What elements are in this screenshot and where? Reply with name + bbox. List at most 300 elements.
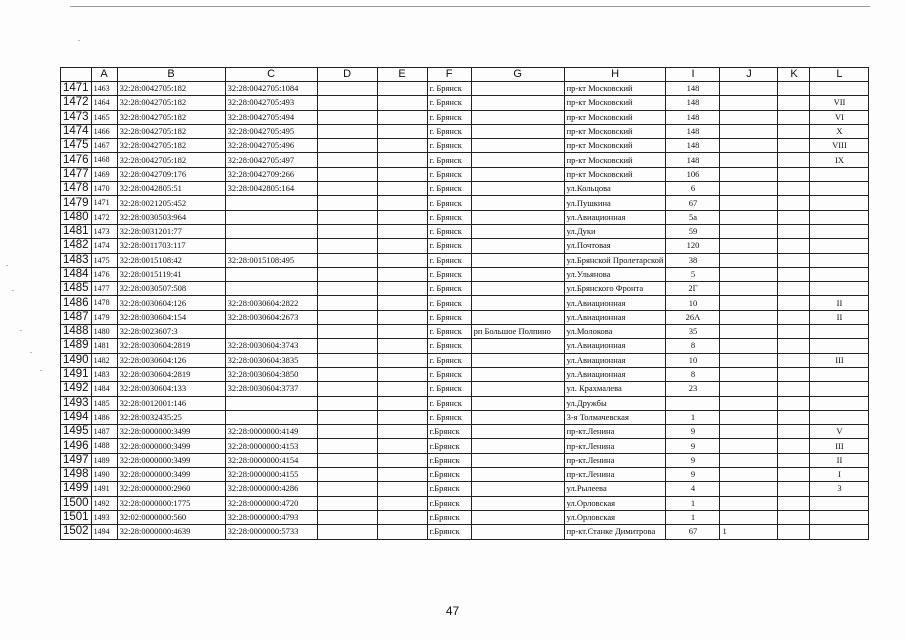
top-border-line bbox=[70, 6, 870, 7]
cell-l: VI bbox=[810, 110, 869, 124]
cell-b: 32:28:0000000:4639 bbox=[117, 525, 225, 539]
cell-i: 2Г bbox=[666, 282, 720, 296]
cell-b: 32:28:0030507:508 bbox=[117, 282, 225, 296]
cell-l: I bbox=[810, 468, 869, 482]
cell-i: 9 bbox=[666, 468, 720, 482]
cell-f: г. Брянск bbox=[427, 310, 471, 324]
cell-k bbox=[778, 353, 810, 367]
cell-b: 32:28:0000000:3499 bbox=[117, 468, 225, 482]
cell-a: 1478 bbox=[91, 296, 117, 310]
column-header-j: J bbox=[720, 68, 778, 82]
cell-h: ул.Орловская bbox=[564, 496, 666, 510]
cell-k bbox=[778, 310, 810, 324]
row-number: 1497 bbox=[61, 453, 92, 467]
cell-d bbox=[317, 367, 377, 381]
cell-a: 1491 bbox=[91, 482, 117, 496]
cell-k bbox=[778, 482, 810, 496]
cell-e bbox=[377, 210, 427, 224]
column-header-h: H bbox=[564, 68, 666, 82]
cell-d bbox=[317, 396, 377, 410]
cell-d bbox=[317, 239, 377, 253]
cell-d bbox=[317, 224, 377, 238]
cell-h: ул.Авиационная bbox=[564, 210, 666, 224]
cell-h: ул.Рылеева bbox=[564, 482, 666, 496]
cell-e bbox=[377, 439, 427, 453]
cell-a: 1479 bbox=[91, 310, 117, 324]
column-header-c: C bbox=[225, 68, 317, 82]
cell-i: 120 bbox=[666, 239, 720, 253]
cell-i: 9 bbox=[666, 453, 720, 467]
cell-e bbox=[377, 82, 427, 96]
cell-l bbox=[810, 239, 869, 253]
table-row bbox=[61, 110, 869, 124]
row-number: 1483 bbox=[61, 253, 92, 267]
cell-k bbox=[778, 124, 810, 138]
cell-f: г.Брянск bbox=[427, 482, 471, 496]
cell-k bbox=[778, 453, 810, 467]
cell-j bbox=[720, 96, 778, 110]
cell-b: 32:28:0042805:51 bbox=[117, 182, 225, 196]
cell-h: пр-кт Московский bbox=[564, 124, 666, 138]
cell-a: 1470 bbox=[91, 182, 117, 196]
cell-h: ул.Ульянова bbox=[564, 267, 666, 281]
cell-l bbox=[810, 82, 869, 96]
cell-a: 1465 bbox=[91, 110, 117, 124]
cell-e bbox=[377, 124, 427, 138]
cell-h: пр-кт.Ленина bbox=[564, 468, 666, 482]
cell-l: VII bbox=[810, 96, 869, 110]
cell-j bbox=[720, 182, 778, 196]
cell-f: г.Брянск bbox=[427, 425, 471, 439]
cell-b: 32:28:0030503:964 bbox=[117, 210, 225, 224]
cell-a: 1482 bbox=[91, 353, 117, 367]
row-number: 1474 bbox=[61, 124, 92, 138]
cell-f: г. Брянск bbox=[427, 267, 471, 281]
cell-k bbox=[778, 267, 810, 281]
row-number: 1499 bbox=[61, 482, 92, 496]
cell-c: 32:28:0030604:2673 bbox=[225, 310, 317, 324]
cell-a: 1466 bbox=[91, 124, 117, 138]
cell-d bbox=[317, 353, 377, 367]
cell-c: 32:28:0030604:3835 bbox=[225, 353, 317, 367]
cell-a: 1475 bbox=[91, 253, 117, 267]
cell-j: 1 bbox=[720, 525, 778, 539]
cell-e bbox=[377, 396, 427, 410]
cell-a: 1473 bbox=[91, 224, 117, 238]
cell-i: 4 bbox=[666, 482, 720, 496]
cell-i: 106 bbox=[666, 167, 720, 181]
cell-g bbox=[471, 353, 564, 367]
cell-i: 6 bbox=[666, 182, 720, 196]
cell-b: 32:28:0042705:182 bbox=[117, 110, 225, 124]
cell-f: г. Брянск bbox=[427, 353, 471, 367]
cell-i: 10 bbox=[666, 296, 720, 310]
cell-l: II bbox=[810, 296, 869, 310]
cell-b: 32:28:0000000:1775 bbox=[117, 496, 225, 510]
cell-l bbox=[810, 510, 869, 524]
cell-l bbox=[810, 339, 869, 353]
cell-b: 32:28:0000000:3499 bbox=[117, 453, 225, 467]
cell-d bbox=[317, 339, 377, 353]
cell-j bbox=[720, 496, 778, 510]
cell-a: 1477 bbox=[91, 282, 117, 296]
table-row bbox=[61, 425, 869, 439]
cell-d bbox=[317, 110, 377, 124]
cell-d bbox=[317, 167, 377, 181]
cell-l bbox=[810, 182, 869, 196]
cell-h: ул.Молокова bbox=[564, 325, 666, 339]
cell-k bbox=[778, 139, 810, 153]
cell-f: г. Брянск bbox=[427, 282, 471, 296]
cell-e bbox=[377, 167, 427, 181]
cell-f: г.Брянск bbox=[427, 510, 471, 524]
cell-g bbox=[471, 82, 564, 96]
cell-g bbox=[471, 482, 564, 496]
cell-e bbox=[377, 139, 427, 153]
cell-k bbox=[778, 96, 810, 110]
cell-k bbox=[778, 239, 810, 253]
cell-c: 32:28:0042705:493 bbox=[225, 96, 317, 110]
cell-j bbox=[720, 82, 778, 96]
row-number: 1486 bbox=[61, 296, 92, 310]
table-row bbox=[61, 239, 869, 253]
row-number: 1482 bbox=[61, 239, 92, 253]
cell-l bbox=[810, 224, 869, 238]
table-row bbox=[61, 139, 869, 153]
cell-g bbox=[471, 253, 564, 267]
cell-k bbox=[778, 496, 810, 510]
cell-d bbox=[317, 153, 377, 167]
cell-k bbox=[778, 182, 810, 196]
table-row bbox=[61, 96, 869, 110]
cell-k bbox=[778, 296, 810, 310]
cell-k bbox=[778, 425, 810, 439]
cell-d bbox=[317, 182, 377, 196]
table-row bbox=[61, 124, 869, 138]
cell-c bbox=[225, 210, 317, 224]
cell-k bbox=[778, 439, 810, 453]
cell-h: пр-кт Московский bbox=[564, 167, 666, 181]
cell-f: г. Брянск bbox=[427, 224, 471, 238]
table-row bbox=[61, 153, 869, 167]
cell-i: 8 bbox=[666, 339, 720, 353]
cell-b: 32:28:0000000:3499 bbox=[117, 425, 225, 439]
cell-e bbox=[377, 282, 427, 296]
cell-d bbox=[317, 96, 377, 110]
column-header-l: L bbox=[810, 68, 869, 82]
cell-c: 32:28:0042705:494 bbox=[225, 110, 317, 124]
table-row bbox=[61, 210, 869, 224]
cell-c: 32:28:0000000:4286 bbox=[225, 482, 317, 496]
cell-d bbox=[317, 410, 377, 424]
cell-k bbox=[778, 282, 810, 296]
row-number: 1476 bbox=[61, 153, 92, 167]
cell-g bbox=[471, 210, 564, 224]
cell-b: 32:28:0030604:154 bbox=[117, 310, 225, 324]
cell-l bbox=[810, 410, 869, 424]
cell-l bbox=[810, 210, 869, 224]
cell-b: 32:28:0012001:146 bbox=[117, 396, 225, 410]
cell-j bbox=[720, 367, 778, 381]
cell-k bbox=[778, 110, 810, 124]
cell-f: г. Брянск bbox=[427, 382, 471, 396]
table-row bbox=[61, 453, 869, 467]
cell-j bbox=[720, 325, 778, 339]
cell-i: 8 bbox=[666, 367, 720, 381]
cell-a: 1484 bbox=[91, 382, 117, 396]
cell-h: ул.Авиационная bbox=[564, 367, 666, 381]
column-header-a: A bbox=[91, 68, 117, 82]
cell-h: ул.Дуки bbox=[564, 224, 666, 238]
cell-e bbox=[377, 468, 427, 482]
spreadsheet-table bbox=[60, 67, 869, 540]
cell-f: г. Брянск bbox=[427, 124, 471, 138]
cell-l: III bbox=[810, 439, 869, 453]
row-number: 1475 bbox=[61, 139, 92, 153]
row-number: 1480 bbox=[61, 210, 92, 224]
cell-b: 32:28:0021205:452 bbox=[117, 196, 225, 210]
cell-b: 32:28:0030604:126 bbox=[117, 296, 225, 310]
cell-g bbox=[471, 139, 564, 153]
table-row bbox=[61, 224, 869, 238]
column-header-g: G bbox=[471, 68, 564, 82]
cell-k bbox=[778, 396, 810, 410]
cell-h: ул.Авиационная bbox=[564, 353, 666, 367]
cell-l bbox=[810, 525, 869, 539]
cell-k bbox=[778, 410, 810, 424]
cell-g bbox=[471, 510, 564, 524]
cell-f: г. Брянск bbox=[427, 367, 471, 381]
table-row bbox=[61, 353, 869, 367]
cell-b: 32:28:0030604:2819 bbox=[117, 339, 225, 353]
cell-e bbox=[377, 525, 427, 539]
cell-j bbox=[720, 253, 778, 267]
cell-d bbox=[317, 139, 377, 153]
cell-a: 1474 bbox=[91, 239, 117, 253]
cell-j bbox=[720, 510, 778, 524]
cell-g bbox=[471, 296, 564, 310]
cell-g bbox=[471, 196, 564, 210]
cell-g bbox=[471, 224, 564, 238]
cell-i: 1 bbox=[666, 510, 720, 524]
cell-i: 148 bbox=[666, 110, 720, 124]
table-row bbox=[61, 296, 869, 310]
cell-f: г.Брянск bbox=[427, 496, 471, 510]
cell-f: г.Брянск bbox=[427, 525, 471, 539]
column-header-b: B bbox=[117, 68, 225, 82]
cell-g bbox=[471, 153, 564, 167]
cell-d bbox=[317, 468, 377, 482]
cell-f: г. Брянск bbox=[427, 210, 471, 224]
cell-h: ул.Орловская bbox=[564, 510, 666, 524]
cell-f: г. Брянск bbox=[427, 82, 471, 96]
row-number: 1479 bbox=[61, 196, 92, 210]
cell-j bbox=[720, 224, 778, 238]
cell-i: 59 bbox=[666, 224, 720, 238]
cell-g bbox=[471, 382, 564, 396]
cell-d bbox=[317, 510, 377, 524]
cell-i: 67 bbox=[666, 196, 720, 210]
cell-c: 32:28:0000000:4793 bbox=[225, 510, 317, 524]
cell-b: 32:28:0042705:182 bbox=[117, 96, 225, 110]
cell-c: 32:28:0000000:4720 bbox=[225, 496, 317, 510]
cell-b: 32:28:0030604:133 bbox=[117, 382, 225, 396]
row-number: 1472 bbox=[61, 96, 92, 110]
cell-l bbox=[810, 253, 869, 267]
cell-g bbox=[471, 339, 564, 353]
cell-e bbox=[377, 410, 427, 424]
cell-l bbox=[810, 396, 869, 410]
cell-d bbox=[317, 296, 377, 310]
cell-c: 32:28:0030604:3743 bbox=[225, 339, 317, 353]
cell-c bbox=[225, 267, 317, 281]
row-number: 1485 bbox=[61, 282, 92, 296]
cell-e bbox=[377, 239, 427, 253]
cell-d bbox=[317, 196, 377, 210]
cell-c: 32:28:0015108:495 bbox=[225, 253, 317, 267]
cell-b: 32:28:0042705:182 bbox=[117, 124, 225, 138]
table-row bbox=[61, 339, 869, 353]
column-header-i: I bbox=[666, 68, 720, 82]
cell-b: 32:28:0011703:117 bbox=[117, 239, 225, 253]
cell-d bbox=[317, 325, 377, 339]
cell-e bbox=[377, 153, 427, 167]
cell-i: 148 bbox=[666, 124, 720, 138]
cell-j bbox=[720, 124, 778, 138]
cell-c: 32:28:0042705:497 bbox=[225, 153, 317, 167]
cell-l: IX bbox=[810, 153, 869, 167]
cell-c: 32:28:0000000:4155 bbox=[225, 468, 317, 482]
cell-h: пр-кт.Станке Димитрова bbox=[564, 525, 666, 539]
cell-e bbox=[377, 367, 427, 381]
cell-k bbox=[778, 510, 810, 524]
row-number: 1487 bbox=[61, 310, 92, 324]
corner-cell bbox=[61, 68, 92, 82]
cell-c bbox=[225, 239, 317, 253]
row-number: 1498 bbox=[61, 468, 92, 482]
cell-h: ул.Дружбы bbox=[564, 396, 666, 410]
cell-b: 32:02:0000000:560 bbox=[117, 510, 225, 524]
cell-g bbox=[471, 496, 564, 510]
cell-f: г. Брянск bbox=[427, 96, 471, 110]
cell-l: VIII bbox=[810, 139, 869, 153]
row-number: 1496 bbox=[61, 439, 92, 453]
cell-g bbox=[471, 410, 564, 424]
cell-e bbox=[377, 482, 427, 496]
cell-e bbox=[377, 353, 427, 367]
cell-c: 32:28:0042705:495 bbox=[225, 124, 317, 138]
row-number: 1471 bbox=[61, 82, 92, 96]
cell-h: ул. Крахмалева bbox=[564, 382, 666, 396]
cell-a: 1488 bbox=[91, 439, 117, 453]
scan-speck bbox=[78, 40, 80, 41]
cell-h: ул.Авиационная bbox=[564, 310, 666, 324]
cell-c: 32:28:0042705:1084 bbox=[225, 82, 317, 96]
cell-j bbox=[720, 396, 778, 410]
cell-d bbox=[317, 453, 377, 467]
cell-a: 1469 bbox=[91, 167, 117, 181]
cell-g bbox=[471, 96, 564, 110]
cell-b: 32:28:0042705:182 bbox=[117, 82, 225, 96]
cell-a: 1471 bbox=[91, 196, 117, 210]
cell-l: 3 bbox=[810, 482, 869, 496]
cell-h: ул.Брянской Пролетарской bbox=[564, 253, 666, 267]
table-row bbox=[61, 367, 869, 381]
table-row bbox=[61, 325, 869, 339]
cell-e bbox=[377, 196, 427, 210]
cell-i: 5 bbox=[666, 267, 720, 281]
cell-j bbox=[720, 339, 778, 353]
cell-j bbox=[720, 382, 778, 396]
scan-speck bbox=[12, 290, 14, 291]
cell-h: пр-кт.Ленина bbox=[564, 439, 666, 453]
cell-g bbox=[471, 239, 564, 253]
cell-a: 1490 bbox=[91, 468, 117, 482]
cell-g bbox=[471, 282, 564, 296]
cell-b: 32:28:0031201:77 bbox=[117, 224, 225, 238]
cell-a: 1480 bbox=[91, 325, 117, 339]
cell-d bbox=[317, 425, 377, 439]
row-number: 1491 bbox=[61, 367, 92, 381]
cell-f: г. Брянск bbox=[427, 139, 471, 153]
cell-d bbox=[317, 282, 377, 296]
scan-speck bbox=[40, 370, 42, 371]
cell-h: ул.Брянского Фронта bbox=[564, 282, 666, 296]
cell-f: г. Брянск bbox=[427, 196, 471, 210]
cell-a: 1483 bbox=[91, 367, 117, 381]
cell-h: пр-кт Московский bbox=[564, 96, 666, 110]
table-row bbox=[61, 510, 869, 524]
cell-d bbox=[317, 124, 377, 138]
cell-l bbox=[810, 367, 869, 381]
cell-a: 1472 bbox=[91, 210, 117, 224]
cell-f: г. Брянск bbox=[427, 167, 471, 181]
row-number: 1500 bbox=[61, 496, 92, 510]
cell-a: 1467 bbox=[91, 139, 117, 153]
cell-b: 32:28:0032435:25 bbox=[117, 410, 225, 424]
cell-a: 1493 bbox=[91, 510, 117, 524]
cell-j bbox=[720, 153, 778, 167]
cell-c: 32:28:0000000:4149 bbox=[225, 425, 317, 439]
cell-a: 1464 bbox=[91, 96, 117, 110]
cell-g bbox=[471, 453, 564, 467]
cell-a: 1481 bbox=[91, 339, 117, 353]
cell-f: г. Брянск bbox=[427, 239, 471, 253]
cell-l: II bbox=[810, 453, 869, 467]
column-header-row bbox=[61, 68, 869, 82]
cell-i: 1 bbox=[666, 496, 720, 510]
cell-h: пр-кт.Ленина bbox=[564, 453, 666, 467]
cell-l bbox=[810, 496, 869, 510]
row-number: 1502 bbox=[61, 525, 92, 539]
cell-d bbox=[317, 496, 377, 510]
cell-i: 10 bbox=[666, 353, 720, 367]
cell-d bbox=[317, 382, 377, 396]
table-row bbox=[61, 396, 869, 410]
cell-h: ул.Кольцова bbox=[564, 182, 666, 196]
cell-i: 38 bbox=[666, 253, 720, 267]
cell-l bbox=[810, 267, 869, 281]
cell-d bbox=[317, 310, 377, 324]
cell-f: г. Брянск bbox=[427, 182, 471, 196]
cell-j bbox=[720, 210, 778, 224]
cell-j bbox=[720, 310, 778, 324]
cell-j bbox=[720, 425, 778, 439]
cell-j bbox=[720, 410, 778, 424]
cell-d bbox=[317, 253, 377, 267]
cell-i: 1 bbox=[666, 410, 720, 424]
cell-g: рп Большое Полпино bbox=[471, 325, 564, 339]
